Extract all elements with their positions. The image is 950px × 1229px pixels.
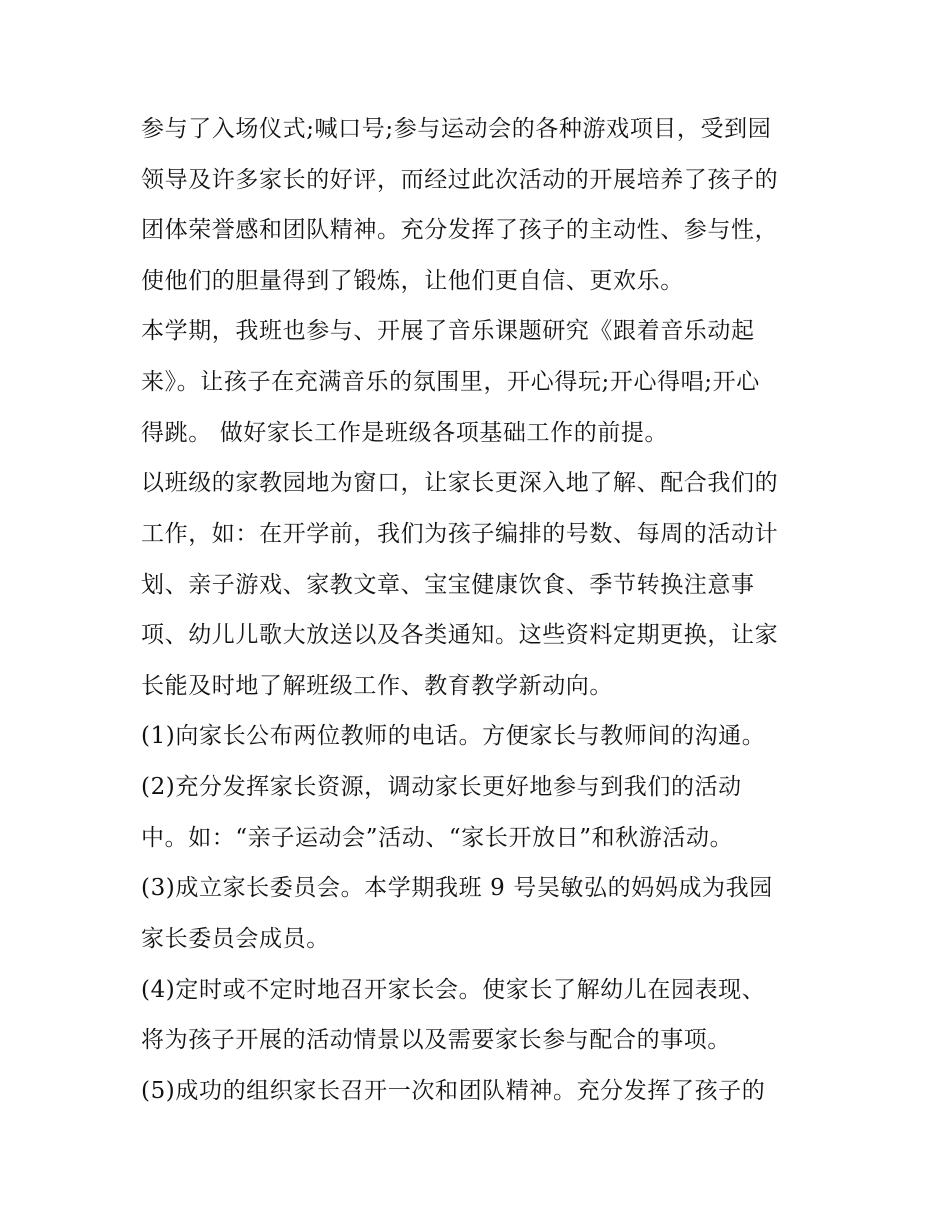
text-line-7: 得跳。 做好家长工作是班级各项基础工作的前提。 — [141, 420, 669, 446]
text-line-3: 团体荣誉感和团队精神。充分发挥了孩子的主动性、参与性， — [141, 217, 779, 243]
text-line-9: 工作，如：在开学前，我们为孩子编排的号数、每周的活动计 — [141, 521, 779, 547]
text-line-6: 来》。让孩子在充满音乐的氛围里，开心得玩;开心得唱;开心 — [141, 369, 760, 395]
text-line-2: 领导及许多家长的好评，而经过此次活动的开展培养了孩子的 — [141, 167, 779, 193]
text-line-14: (2)充分发挥家长资源，调动家长更好地参与到我们的活动 — [141, 774, 742, 800]
text-line-11: 项、幼儿儿歌大放送以及各类通知。这些资料定期更换，让家 — [141, 622, 779, 648]
text-line-18: (4)定时或不定时地召开家长会。使家长了解幼儿在园表现、 — [141, 977, 766, 1003]
text-line-16: (3)成立家长委员会。本学期我班 9 号吴敏弘的妈妈成为我园 — [141, 875, 773, 901]
text-line-10: 划、亲子游戏、家教文章、宝宝健康饮食、季节转换注意事 — [141, 572, 755, 598]
text-line-8: 以班级的家教园地为窗口，让家长更深入地了解、配合我们的 — [141, 470, 779, 496]
text-line-13: (1)向家长公布两位教师的电话。方便家长与教师间的沟通。 — [141, 723, 766, 749]
text-line-5: 本学期，我班也参与、开展了音乐课题研究《跟着音乐动起 — [141, 318, 755, 344]
text-line-12: 长能及时地了解班级工作、教育教学新动向。 — [141, 673, 613, 699]
text-line-17: 家长委员会成员。 — [141, 926, 330, 952]
text-line-20: (5)成功的组织家长召开一次和团队精神。充分发挥了孩子的 — [141, 1078, 766, 1104]
text-line-15: 中。如：“亲子运动会”活动、“家长开放日”和秋游活动。 — [141, 825, 734, 851]
text-line-19: 将为孩子开展的活动情景以及需要家长参与配合的事项。 — [141, 1027, 731, 1053]
text-line-4: 使他们的胆量得到了锻炼，让他们更自信、更欢乐。 — [141, 268, 684, 294]
text-line-1: 参与了入场仪式;喊口号;参与运动会的各种游戏项目，受到园 — [141, 116, 772, 142]
